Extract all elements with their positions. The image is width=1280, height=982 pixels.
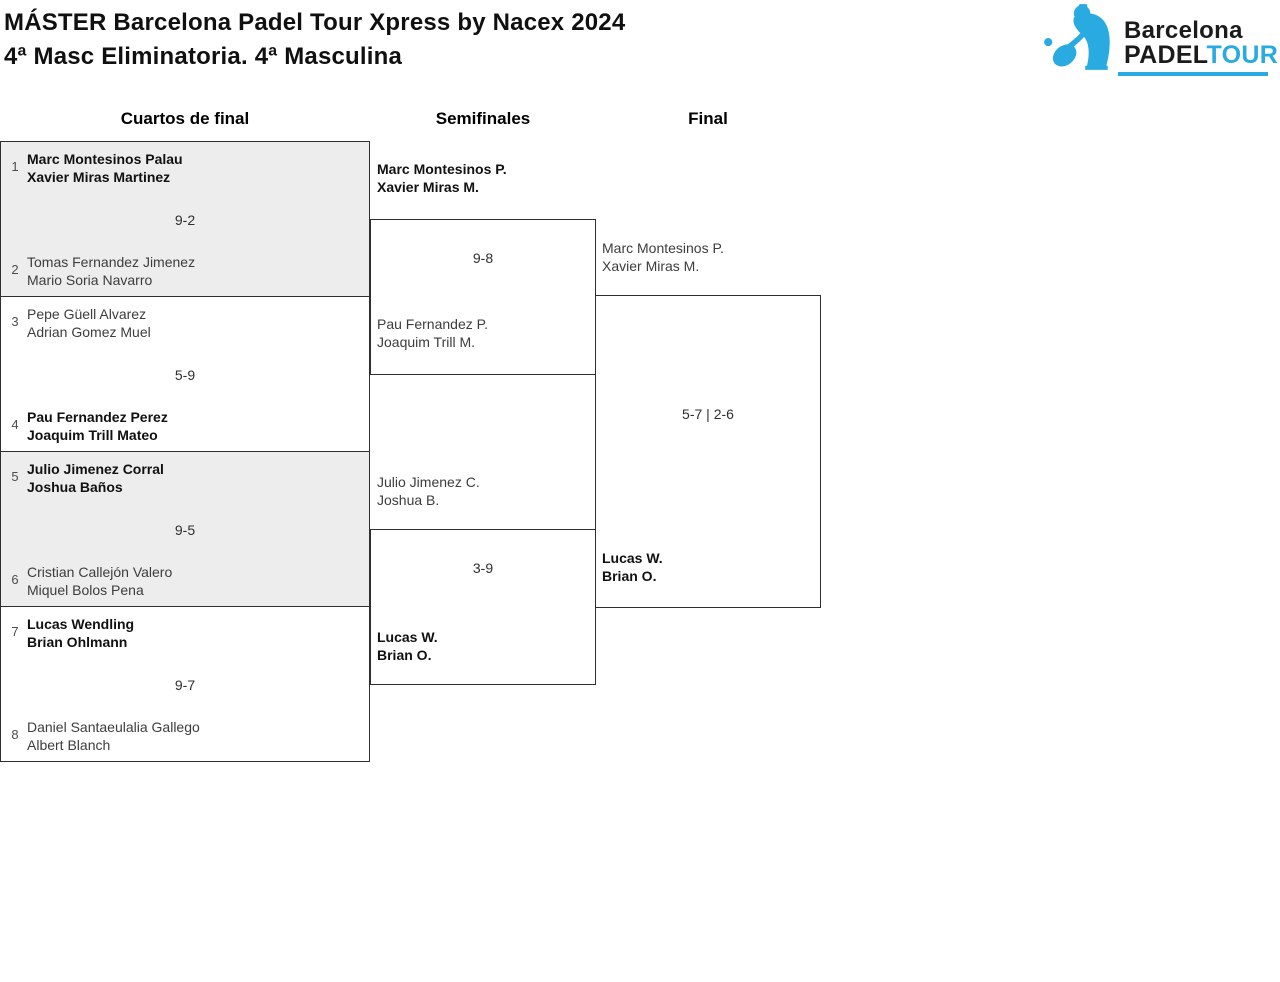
player-name: Xavier Miras M. xyxy=(602,258,700,274)
player-name: Joshua B. xyxy=(377,492,440,508)
column-header-semifinals: Semifinales xyxy=(435,109,531,128)
team-entry xyxy=(27,150,183,186)
qf-match-2 xyxy=(0,296,370,452)
player-name: Joshua Baños xyxy=(27,479,123,495)
column-header-final: Final xyxy=(688,109,728,128)
player-name: Joaquim Trill M. xyxy=(377,334,476,350)
seed-number: 6 xyxy=(11,572,19,587)
team-entry xyxy=(377,473,480,509)
logo-word-tour: TOUR xyxy=(1206,41,1279,69)
player-name: Mario Soria Navarro xyxy=(27,272,153,288)
seed-number: 1 xyxy=(11,159,19,174)
player-name: Lucas W. xyxy=(377,629,438,645)
title-line1: MÁSTER Barcelona Padel Tour Xpress by Nacex 2024 xyxy=(4,9,626,36)
logo[interactable] xyxy=(1040,4,1279,78)
team-entry xyxy=(27,460,164,496)
player-name: Pau Fernandez P. xyxy=(377,316,489,332)
team-entry xyxy=(27,408,168,444)
seed-number: 5 xyxy=(11,469,19,484)
logo-text xyxy=(1124,18,1278,67)
seed-number: 3 xyxy=(11,314,19,329)
seed-number: 8 xyxy=(11,727,19,742)
team-entry xyxy=(602,549,663,585)
player-name: Daniel Santaeulalia Gallego xyxy=(27,719,200,735)
page-title xyxy=(4,6,625,74)
qf-match-1 xyxy=(0,141,370,297)
player-name: Pau Fernandez Perez xyxy=(27,409,168,425)
padel-player-icon xyxy=(1040,4,1118,72)
team-entry xyxy=(377,315,488,351)
seed-number: 7 xyxy=(11,624,19,639)
logo-word-barcelona: Barcelona xyxy=(1124,17,1243,44)
match-score: 9-7 xyxy=(174,677,196,693)
qf-match-4 xyxy=(0,606,370,762)
seed-number: 4 xyxy=(11,417,19,432)
team-entry xyxy=(27,305,151,341)
player-name: Brian O. xyxy=(602,568,657,584)
match-score: 5-9 xyxy=(174,367,196,383)
match-score: 9-8 xyxy=(472,250,494,266)
player-name: Lucas W. xyxy=(602,550,663,566)
column-header-quarterfinals: Cuartos de final xyxy=(120,109,250,128)
player-name: Miquel Bolos Pena xyxy=(27,582,144,598)
team-entry xyxy=(27,253,195,289)
player-name: Brian O. xyxy=(377,647,432,663)
player-name: Adrian Gomez Muel xyxy=(27,324,151,340)
player-name: Pepe Güell Alvarez xyxy=(27,306,147,322)
title-line2: 4ª Masc Eliminatoria. 4ª Masculina xyxy=(4,43,403,70)
team-entry xyxy=(27,563,172,599)
logo-word-padeltour xyxy=(1124,43,1278,67)
logo-underline xyxy=(1118,72,1268,76)
team-entry xyxy=(27,615,134,651)
seed-number: 2 xyxy=(11,262,19,277)
team-entry xyxy=(27,718,200,754)
team-entry xyxy=(602,239,724,275)
player-name: Marc Montesinos Palau xyxy=(27,151,183,167)
player-name: Julio Jimenez Corral xyxy=(27,461,164,477)
player-name: Brian Ohlmann xyxy=(27,634,128,650)
player-name: Cristian Callejón Valero xyxy=(27,564,173,580)
player-name: Julio Jimenez C. xyxy=(377,474,480,490)
sf-match-1-box xyxy=(370,219,596,375)
match-score: 5-7 | 2-6 xyxy=(682,406,734,422)
team-entry xyxy=(377,628,438,664)
match-score: 9-5 xyxy=(174,522,196,538)
team-entry xyxy=(377,160,507,196)
qf-match-3 xyxy=(0,451,370,607)
match-score: 9-2 xyxy=(174,212,196,228)
player-name: Tomas Fernandez Jimenez xyxy=(27,254,196,270)
player-name: Marc Montesinos P. xyxy=(377,161,507,177)
player-name: Lucas Wendling xyxy=(27,616,135,632)
player-name: Albert Blanch xyxy=(27,737,111,753)
player-name: Marc Montesinos P. xyxy=(602,240,724,256)
match-score: 3-9 xyxy=(472,560,494,576)
logo-word-padel: PADEL xyxy=(1124,41,1207,69)
player-name: Xavier Miras Martinez xyxy=(27,169,171,185)
player-name: Xavier Miras M. xyxy=(377,179,479,195)
player-name: Joaquim Trill Mateo xyxy=(27,427,158,443)
